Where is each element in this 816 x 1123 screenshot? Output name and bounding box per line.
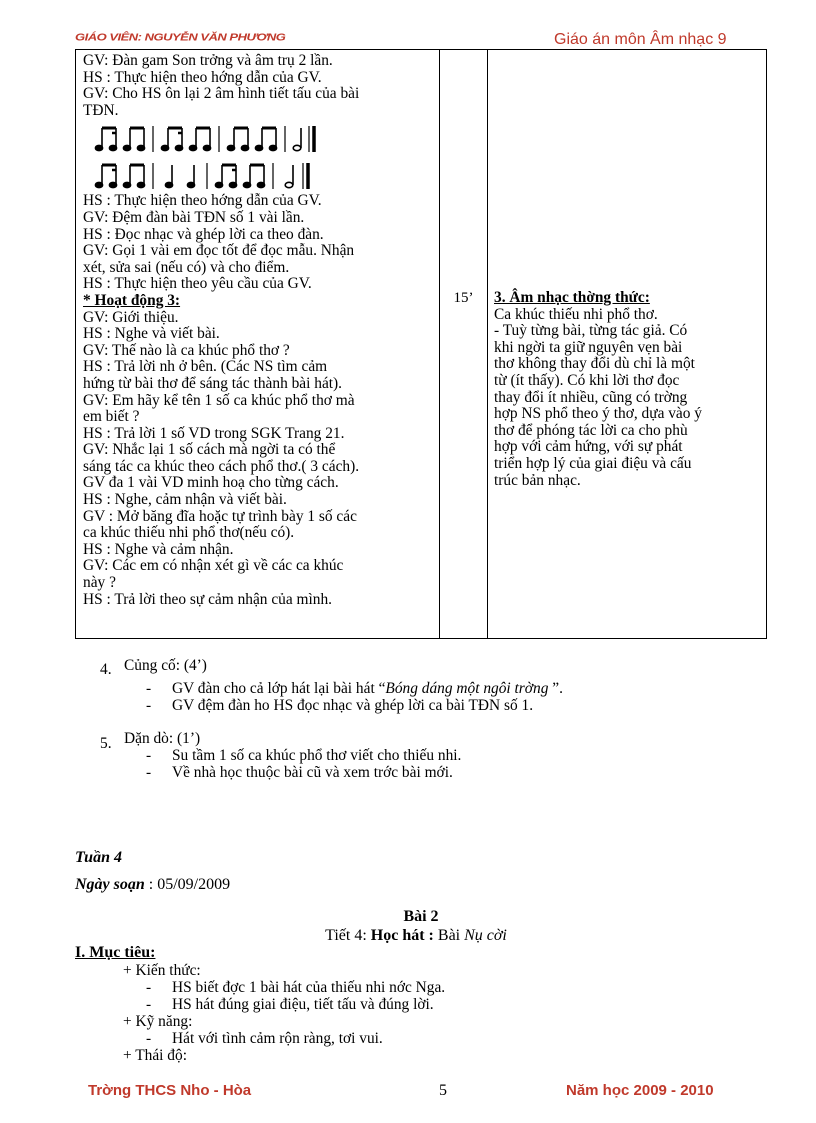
section-5-number: 5. — [100, 735, 112, 752]
content-line: - Tuỳ từng bài, từng tác giả. Có — [494, 322, 688, 340]
activity-line: HS : Trả lời nh ở bên. (Các NS tìm cảm — [83, 358, 328, 376]
section-4-title: Củng cố: (4’) — [124, 657, 207, 674]
section-4-item-2: - GV đệm đàn ho HS đọc nhạc và ghép lời ca bài TĐN số 1. — [146, 697, 534, 714]
rhythm-notation-2-icon — [83, 159, 363, 191]
activity-line: hứng từ bài thơ để sáng tác thành bài hát). — [83, 374, 343, 392]
content-line: thơ để phóng tác lời ca cho phù — [494, 421, 688, 439]
lesson-period: Tiết 4: Học hát : Bài Nụ cời — [325, 927, 507, 944]
knowledge-item-2: - HS hát đúng giai điệu, tiết tấu và đúng lời. — [146, 996, 434, 1013]
activity-line: HS : Thực hiện theo hớng dẫn của GV. — [83, 68, 322, 86]
content-line: khi ngời ta giữ nguyên vẹn bài — [494, 338, 683, 356]
col1-bottom-lines — [83, 310, 433, 609]
activity-line: HS : Thực hiện theo yêu cầu của GV. — [83, 275, 312, 293]
activity-line: GV: Gọi 1 vài em đọc tốt để đọc mẫu. Nhận — [83, 242, 355, 260]
activity-line: HS : Nghe và viết bài. — [83, 325, 220, 343]
knowledge-label: + Kiến thức: — [123, 962, 201, 979]
section-5-title: Dặn dò: (1’) — [124, 730, 201, 747]
content-line: từ (ít thấy). Có khi lời thơ đọc — [494, 371, 680, 389]
activity-line: HS : Thực hiện theo hớng dẫn của GV. — [83, 192, 322, 210]
col3-lines — [494, 307, 761, 490]
footer-school-year: Năm học 2009 - 2010 — [566, 1082, 714, 1099]
content-line: hợp NS phổ theo ý thơ, dựa vào ý — [494, 405, 703, 423]
activity-line: GV: Giới thiệu. — [83, 308, 179, 326]
activity-line: HS : Trả lời theo sự cảm nhận của mình. — [83, 590, 333, 608]
activity-line: này ? — [83, 574, 116, 592]
time-value: 15’ — [453, 290, 474, 306]
activity-line: GV: Đệm đàn bài TĐN số 1 vài lần. — [83, 208, 305, 226]
content-line: thay đổi ít nhiều, cũng có trờng — [494, 388, 688, 406]
activity-line: GV: Nhắc lại 1 số cách mà ngời ta có thể — [83, 441, 336, 459]
activity-column — [76, 50, 440, 639]
section-5-item-2: - Về nhà học thuộc bài cũ và xem trớc bài mới. — [146, 764, 453, 781]
activity-line: HS : Nghe và cảm nhận. — [83, 540, 234, 558]
section-5-item-1: - Su tầm 1 số ca khúc phổ thơ viết cho thiếu nhi. — [146, 747, 462, 764]
rhythm-line-1 — [83, 119, 433, 156]
header-teacher: GIÁO VIÊN: NGUYỄN VĂN PHƯƠNG — [75, 31, 286, 43]
section-4-number: 4. — [100, 661, 112, 678]
rhythm-notation-1-icon — [83, 122, 363, 154]
activity-line: GV: Thế nào là ca khúc phổ thơ ? — [83, 341, 290, 359]
rhythm-line-2 — [83, 156, 433, 193]
activity-line: GV: Cho HS ôn lại 2 âm hình tiết tấu của bài — [83, 85, 360, 103]
content-line: thơ không thay đổi dù chỉ là một — [494, 355, 695, 373]
activity-line: GV : Mở băng đĩa hoặc tự trình bày 1 số các — [83, 507, 357, 525]
activity-line: HS : Đọc nhạc và ghép lời ca theo đàn. — [83, 225, 324, 243]
content-line: hợp với cảm hứng, với sự phát — [494, 438, 683, 456]
week-label: Tuần 4 — [75, 849, 122, 866]
activity-line: HS : Trả lời 1 số VD trong SGK Trang 21. — [83, 424, 345, 442]
skills-label: + Kỹ năng: — [123, 1013, 193, 1030]
activity-line: GV: Các em có nhận xét gì về các ca khúc — [83, 557, 344, 575]
activity-line: HS : Nghe, cảm nhận và viết bài. — [83, 491, 287, 509]
header-subject: Giáo án môn Âm nhạc 9 — [554, 31, 727, 48]
activity-3-title: * Hoạt động 3: — [83, 291, 181, 309]
content-line: trúc bản nhạc. — [494, 471, 581, 489]
activity-line: ca khúc thiếu nhi phổ thơ(nếu có). — [83, 524, 295, 542]
activity-line: GV đa 1 vài VD minh hoạ cho từng cách. — [83, 474, 339, 492]
activity-line: TĐN. — [83, 101, 119, 119]
time-column — [440, 50, 488, 639]
page-number: 5 — [439, 1082, 447, 1099]
objectives-heading: I. Mục tiêu: — [75, 944, 156, 961]
col1-mid-lines — [83, 193, 433, 293]
activity-line: sáng tác ca khúc theo cách phổ thơ.( 3 cách). — [83, 457, 360, 475]
activity-line: xét, sửa sai (nếu có) và cho điểm. — [83, 258, 290, 276]
attitude-label: + Thái độ: — [123, 1047, 187, 1064]
activity-line: GV: Em hãy kể tên 1 số ca khúc phổ thơ mà — [83, 391, 355, 409]
section-4-item-1: - GV đàn cho cả lớp hát lại bài hát “Bóng dáng một ngôi trờng ”. — [146, 680, 563, 697]
music-knowledge-heading: 3. Âm nhạc thờng thức: — [494, 289, 650, 306]
knowledge-item-1: - HS biết đợc 1 bài hát của thiếu nhi nớc Nga. — [146, 979, 446, 996]
content-line: Ca khúc thiếu nhi phổ thơ. — [494, 305, 658, 323]
activity-line: em biết ? — [83, 408, 140, 426]
skills-item-1: - Hát với tình cảm rộn ràng, tơi vui. — [146, 1030, 383, 1047]
footer-school: Trờng THCS Nho - Hòa — [88, 1082, 252, 1099]
col1-top-lines — [83, 53, 433, 119]
content-column — [488, 50, 767, 639]
preparation-date: Ngày soạn : 05/09/2009 — [75, 876, 231, 893]
lesson-table — [75, 49, 767, 639]
content-line: triển hợp lý của giai điệu và cấu — [494, 454, 692, 472]
lesson-title: Bài 2 — [403, 908, 439, 925]
activity-line: GV: Đàn gam Son trởng và âm trụ 2 lần. — [83, 52, 333, 69]
